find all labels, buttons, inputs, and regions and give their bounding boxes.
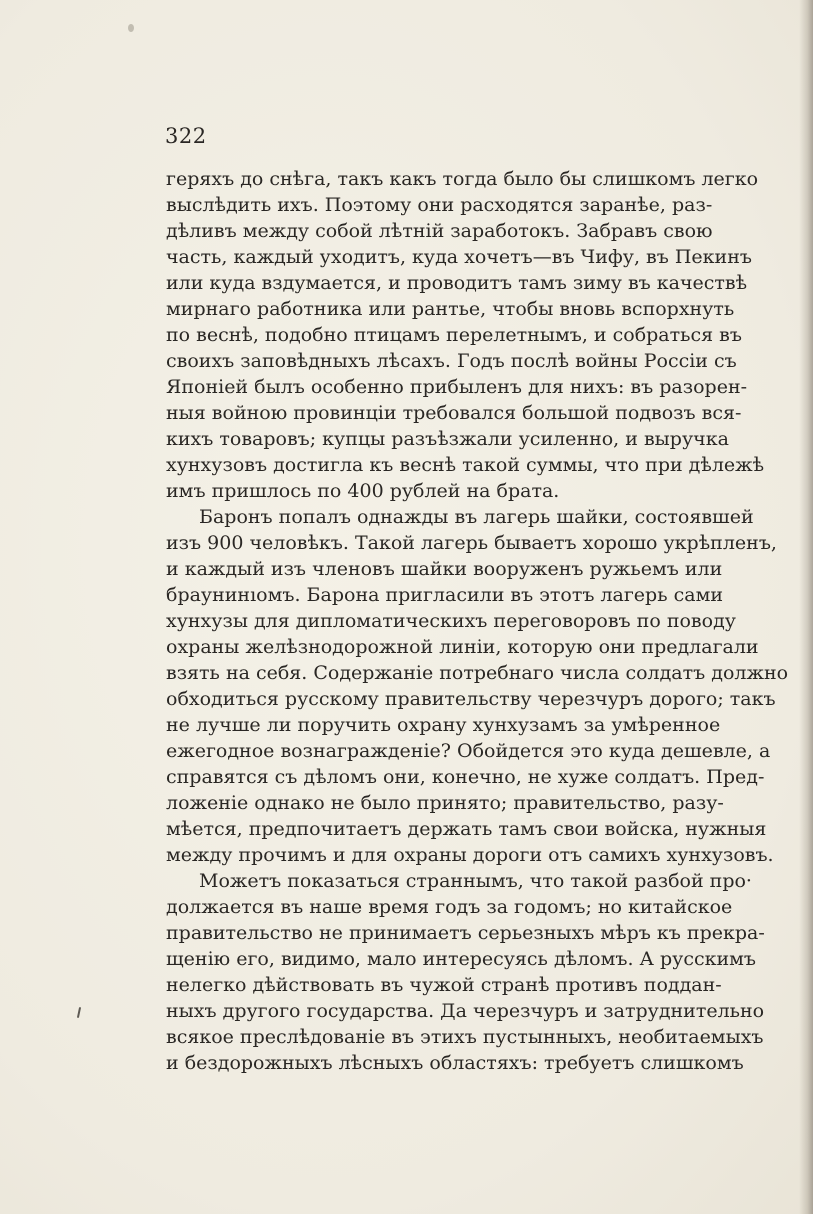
text-line: охраны желѣзнодорожной линіи, которую они предлагали bbox=[166, 636, 759, 658]
text-line: справятся съ дѣломъ они, конечно, не хуже солдатъ. Пред- bbox=[166, 766, 765, 788]
page-number: 322 bbox=[165, 124, 207, 148]
paragraph-2 bbox=[166, 504, 789, 868]
text-line: геряхъ до снѣга, такъ какъ тогда было бы слишкомъ легко bbox=[166, 168, 759, 190]
text-line: взять на себя. Содержаніе потребнаго числа солдатъ должно bbox=[166, 662, 789, 684]
text-line: мѣется, предпочитаетъ держать тамъ свои войска, нужныя bbox=[166, 818, 767, 840]
text-line: и каждый изъ членовъ шайки вооруженъ ружьемъ или bbox=[166, 558, 723, 580]
text-line: Японіей былъ особенно прибыленъ для нихъ: въ разорен- bbox=[166, 376, 748, 398]
page-edge-shadow bbox=[799, 0, 813, 1214]
text-line: дѣливъ между собой лѣтній заработокъ. Забравъ свою bbox=[166, 220, 713, 242]
text-line: по веснѣ, подобно птицамъ перелетнымъ, и собраться въ bbox=[166, 324, 742, 346]
text-line: Можетъ показаться страннымъ, что такой разбой про· bbox=[199, 870, 752, 892]
text-line: изъ 900 человѣкъ. Такой лагерь бываетъ хорошо укрѣпленъ, bbox=[166, 532, 777, 554]
text-line: мирнаго работника или рантье, чтобы вновь вспорхнуть bbox=[166, 298, 735, 320]
text-line: обходиться русскому правительству черезчуръ дорого; такъ bbox=[166, 688, 776, 710]
text-line: часть, каждый уходитъ, куда хочетъ—въ Чифу, въ Пекинъ bbox=[166, 246, 752, 268]
text-line: кихъ товаровъ; купцы разъѣзжали усиленно, и выручка bbox=[166, 428, 729, 450]
text-line: ложеніе однако не было принято; правительство, разу- bbox=[166, 792, 724, 814]
text-line: должается въ наше время годъ за годомъ; но китайское bbox=[166, 896, 733, 918]
text-line: ныя войною провинціи требовался большой подвозъ вся- bbox=[166, 402, 742, 424]
text-line: нелегко дѣйствовать въ чужой странѣ противъ поддан- bbox=[166, 974, 722, 996]
body-text bbox=[166, 166, 789, 1076]
paper-speck bbox=[128, 24, 134, 32]
text-line: не лучше ли поручить охрану хунхузамъ за умѣренное bbox=[166, 714, 721, 736]
text-line: щенію его, видимо, мало интересуясь дѣломъ. А русскимъ bbox=[166, 948, 757, 970]
paper-mark bbox=[77, 1007, 81, 1018]
text-line: правительство не принимаетъ серьезныхъ мѣръ къ прекра- bbox=[166, 922, 765, 944]
text-line: имъ пришлось по 400 рублей на брата. bbox=[166, 480, 560, 502]
text-line: выслѣдить ихъ. Поэтому они расходятся заранѣе, раз- bbox=[166, 194, 713, 216]
paragraph-1 bbox=[166, 166, 765, 504]
text-line: ежегодное вознагражденіе? Обойдется это куда дешевле, а bbox=[166, 740, 771, 762]
text-line: между прочимъ и для охраны дороги отъ самихъ хунхузовъ. bbox=[166, 844, 774, 866]
text-line: или куда вздумается, и проводитъ тамъ зиму въ качествѣ bbox=[166, 272, 748, 294]
text-line: браунинıомъ. Барона пригласили въ этотъ лагерь сами bbox=[166, 584, 724, 606]
text-line: всякое преслѣдованіе въ этихъ пустынныхъ, необитаемыхъ bbox=[166, 1026, 764, 1048]
text-line: и бездорожныхъ лѣсныхъ областяхъ: требуетъ слишкомъ bbox=[166, 1052, 744, 1074]
text-line: Баронъ попалъ однажды въ лагерь шайки, состоявшей bbox=[199, 506, 754, 528]
text-line: хунхузовъ достигла къ веснѣ такой суммы, что при дѣлежѣ bbox=[166, 454, 765, 476]
paragraph-3 bbox=[166, 868, 765, 1076]
text-line: ныхъ другого государства. Да черезчуръ и затруднительно bbox=[166, 1000, 765, 1022]
text-line: хунхузы для дипломатическихъ переговоровъ по поводу bbox=[166, 610, 736, 632]
text-line: своихъ заповѣдныхъ лѣсахъ. Годъ послѣ войны Россіи съ bbox=[166, 350, 737, 372]
